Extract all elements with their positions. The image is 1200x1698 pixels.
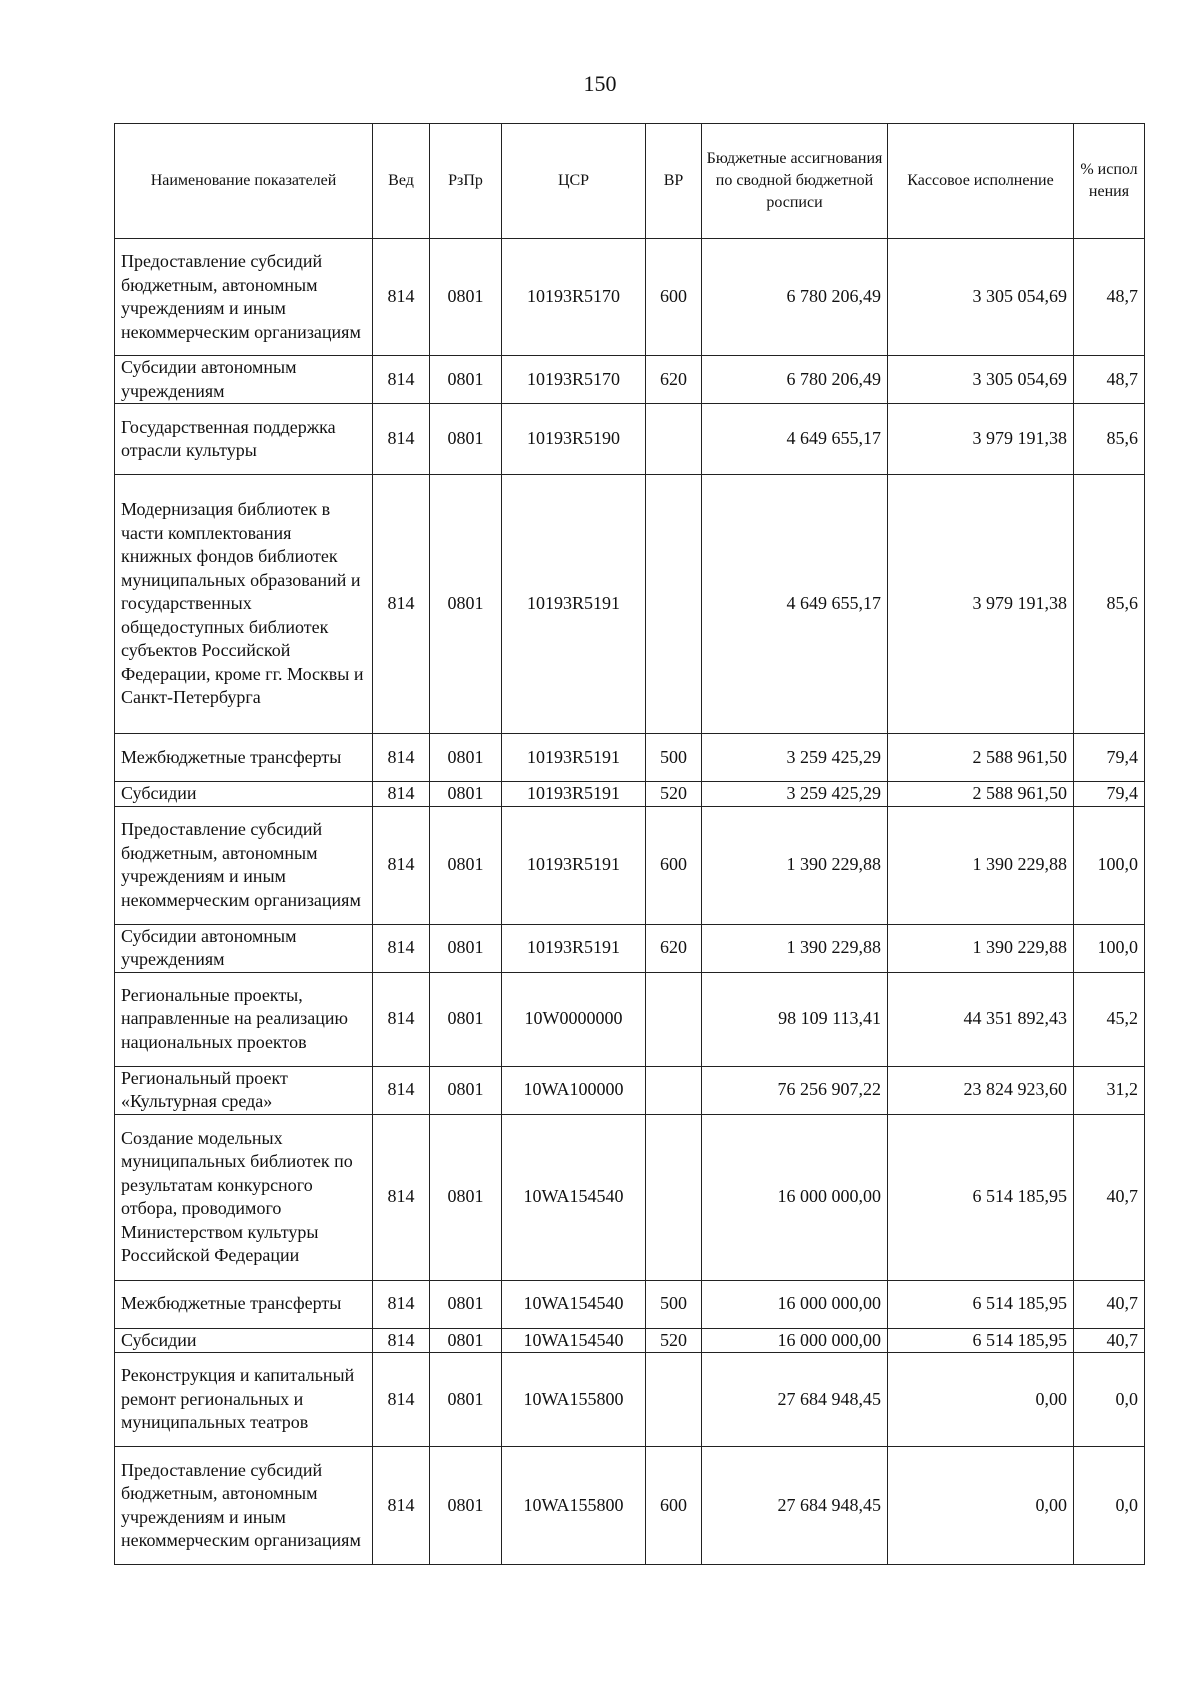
row-name: Межбюджетные трансферты: [115, 1280, 373, 1328]
table-row: [115, 734, 1145, 782]
row-budget: 16 000 000,00: [702, 1280, 888, 1328]
row-percent: 79,4: [1074, 734, 1145, 782]
row-ved: 814: [373, 404, 430, 475]
header-csr: ЦСР: [502, 124, 646, 239]
header-row: [115, 124, 1145, 239]
table-row: [115, 404, 1145, 475]
header-vr: ВР: [646, 124, 702, 239]
row-vr: 620: [646, 356, 702, 404]
table-row: [115, 972, 1145, 1066]
row-ved: 814: [373, 782, 430, 807]
row-name: Государственная поддержка отрасли культуры: [115, 404, 373, 475]
table-row: [115, 1328, 1145, 1353]
row-vr: 500: [646, 1280, 702, 1328]
page-number: 150: [583, 71, 617, 96]
row-name: Межбюджетные трансферты: [115, 734, 373, 782]
row-rzpr: 0801: [430, 356, 502, 404]
row-csr: 10WA154540: [502, 1114, 646, 1280]
row-csr: 10WA154540: [502, 1280, 646, 1328]
row-vr: [646, 475, 702, 734]
table-body: [115, 239, 1145, 1565]
row-budget: 4 649 655,17: [702, 475, 888, 734]
row-rzpr: 0801: [430, 972, 502, 1066]
row-ved: 814: [373, 806, 430, 924]
row-rzpr: 0801: [430, 782, 502, 807]
row-budget: 4 649 655,17: [702, 404, 888, 475]
row-vr: 620: [646, 924, 702, 972]
row-rzpr: 0801: [430, 1280, 502, 1328]
row-budget: 6 780 206,49: [702, 356, 888, 404]
budget-execution-table: [114, 123, 1145, 1565]
table-row: [115, 924, 1145, 972]
row-percent: 100,0: [1074, 924, 1145, 972]
row-percent: 45,2: [1074, 972, 1145, 1066]
row-cash: 6 514 185,95: [888, 1114, 1074, 1280]
row-name: Субсидии: [115, 1328, 373, 1353]
row-csr: 10W0000000: [502, 972, 646, 1066]
row-budget: 6 780 206,49: [702, 239, 888, 356]
row-ved: 814: [373, 1353, 430, 1447]
row-percent: 48,7: [1074, 356, 1145, 404]
table-row: [115, 1447, 1145, 1565]
row-percent: 0,0: [1074, 1353, 1145, 1447]
row-name: Субсидии автономным учреждениям: [115, 356, 373, 404]
header-budget: Бюджетные ассигнования по сводной бюджетной росписи: [702, 124, 888, 239]
row-name: Предоставление субсидий бюджетным, автономным учреждениям и иным некоммерческим организациям: [115, 1447, 373, 1565]
row-cash: 3 979 191,38: [888, 475, 1074, 734]
row-cash: 2 588 961,50: [888, 782, 1074, 807]
table-row: [115, 356, 1145, 404]
row-budget: 98 109 113,41: [702, 972, 888, 1066]
table-row: [115, 1066, 1145, 1114]
row-name: Предоставление субсидий бюджетным, автономным учреждениям и иным некоммерческим организациям: [115, 806, 373, 924]
row-cash: 1 390 229,88: [888, 924, 1074, 972]
row-ved: 814: [373, 356, 430, 404]
table-row: [115, 1114, 1145, 1280]
row-vr: [646, 1114, 702, 1280]
row-csr: 10193R5191: [502, 475, 646, 734]
row-vr: 500: [646, 734, 702, 782]
row-csr: 10193R5191: [502, 924, 646, 972]
row-ved: 814: [373, 1328, 430, 1353]
header-percent: % испол нения: [1074, 124, 1145, 239]
row-csr: 10193R5170: [502, 239, 646, 356]
row-cash: 0,00: [888, 1447, 1074, 1565]
row-cash: 3 979 191,38: [888, 404, 1074, 475]
row-csr: 10WA154540: [502, 1328, 646, 1353]
row-budget: 1 390 229,88: [702, 806, 888, 924]
row-budget: 3 259 425,29: [702, 782, 888, 807]
row-csr: 10WA155800: [502, 1353, 646, 1447]
row-vr: 600: [646, 239, 702, 356]
row-cash: 6 514 185,95: [888, 1328, 1074, 1353]
table-row: [115, 1353, 1145, 1447]
row-ved: 814: [373, 924, 430, 972]
row-cash: 23 824 923,60: [888, 1066, 1074, 1114]
row-cash: 1 390 229,88: [888, 806, 1074, 924]
row-ved: 814: [373, 734, 430, 782]
row-csr: 10WA100000: [502, 1066, 646, 1114]
table-header: [115, 124, 1145, 239]
row-percent: 79,4: [1074, 782, 1145, 807]
row-percent: 31,2: [1074, 1066, 1145, 1114]
row-rzpr: 0801: [430, 239, 502, 356]
row-budget: 27 684 948,45: [702, 1353, 888, 1447]
row-ved: 814: [373, 972, 430, 1066]
row-rzpr: 0801: [430, 806, 502, 924]
row-cash: 3 305 054,69: [888, 356, 1074, 404]
row-budget: 1 390 229,88: [702, 924, 888, 972]
row-vr: [646, 1066, 702, 1114]
header-cash: Кассовое исполнение: [888, 124, 1074, 239]
row-vr: 520: [646, 782, 702, 807]
header-rzpr: РзПр: [430, 124, 502, 239]
row-rzpr: 0801: [430, 475, 502, 734]
row-ved: 814: [373, 475, 430, 734]
row-budget: 3 259 425,29: [702, 734, 888, 782]
header-name: Наименование показателей: [115, 124, 373, 239]
row-name: Региональный проект «Культурная среда»: [115, 1066, 373, 1114]
row-vr: 520: [646, 1328, 702, 1353]
row-budget: 16 000 000,00: [702, 1328, 888, 1353]
row-vr: 600: [646, 806, 702, 924]
row-rzpr: 0801: [430, 1328, 502, 1353]
row-percent: 40,7: [1074, 1114, 1145, 1280]
row-rzpr: 0801: [430, 1066, 502, 1114]
row-rzpr: 0801: [430, 404, 502, 475]
row-name: Предоставление субсидий бюджетным, автономным учреждениям и иным некоммерческим организациям: [115, 239, 373, 356]
row-ved: 814: [373, 1066, 430, 1114]
row-cash: 2 588 961,50: [888, 734, 1074, 782]
row-cash: 3 305 054,69: [888, 239, 1074, 356]
row-csr: 10193R5191: [502, 782, 646, 807]
row-name: Региональные проекты, направленные на реализацию национальных проектов: [115, 972, 373, 1066]
table-row: [115, 475, 1145, 734]
row-csr: 10193R5190: [502, 404, 646, 475]
row-vr: [646, 404, 702, 475]
row-csr: 10WA155800: [502, 1447, 646, 1565]
row-percent: 40,7: [1074, 1328, 1145, 1353]
row-percent: 85,6: [1074, 404, 1145, 475]
row-vr: [646, 972, 702, 1066]
row-name: Создание модельных муниципальных библиотек по результатам конкурсного отбора, проводимого Министерством культуры Российской Федерации: [115, 1114, 373, 1280]
table-row: [115, 782, 1145, 807]
row-cash: 44 351 892,43: [888, 972, 1074, 1066]
row-name: Субсидии автономным учреждениям: [115, 924, 373, 972]
row-ved: 814: [373, 1280, 430, 1328]
row-budget: 16 000 000,00: [702, 1114, 888, 1280]
row-budget: 27 684 948,45: [702, 1447, 888, 1565]
row-rzpr: 0801: [430, 1447, 502, 1565]
row-name: Субсидии: [115, 782, 373, 807]
row-percent: 0,0: [1074, 1447, 1145, 1565]
header-ved: Вед: [373, 124, 430, 239]
row-ved: 814: [373, 1447, 430, 1565]
row-budget: 76 256 907,22: [702, 1066, 888, 1114]
row-ved: 814: [373, 239, 430, 356]
row-rzpr: 0801: [430, 734, 502, 782]
row-rzpr: 0801: [430, 1353, 502, 1447]
row-percent: 100,0: [1074, 806, 1145, 924]
row-percent: 48,7: [1074, 239, 1145, 356]
row-csr: 10193R5170: [502, 356, 646, 404]
table-row: [115, 1280, 1145, 1328]
row-name: Модернизация библиотек в части комплектования книжных фондов библиотек муниципальных образований и государственных общедоступных библиотек субъектов Российской Федерации, кроме гг. Москвы и Санкт-Петербурга: [115, 475, 373, 734]
row-percent: 85,6: [1074, 475, 1145, 734]
row-cash: 0,00: [888, 1353, 1074, 1447]
row-percent: 40,7: [1074, 1280, 1145, 1328]
row-rzpr: 0801: [430, 924, 502, 972]
table-row: [115, 239, 1145, 356]
row-vr: [646, 1353, 702, 1447]
row-name: Реконструкция и капитальный ремонт региональных и муниципальных театров: [115, 1353, 373, 1447]
row-vr: 600: [646, 1447, 702, 1565]
table-row: [115, 806, 1145, 924]
row-ved: 814: [373, 1114, 430, 1280]
row-csr: 10193R5191: [502, 806, 646, 924]
row-rzpr: 0801: [430, 1114, 502, 1280]
row-cash: 6 514 185,95: [888, 1280, 1074, 1328]
row-csr: 10193R5191: [502, 734, 646, 782]
